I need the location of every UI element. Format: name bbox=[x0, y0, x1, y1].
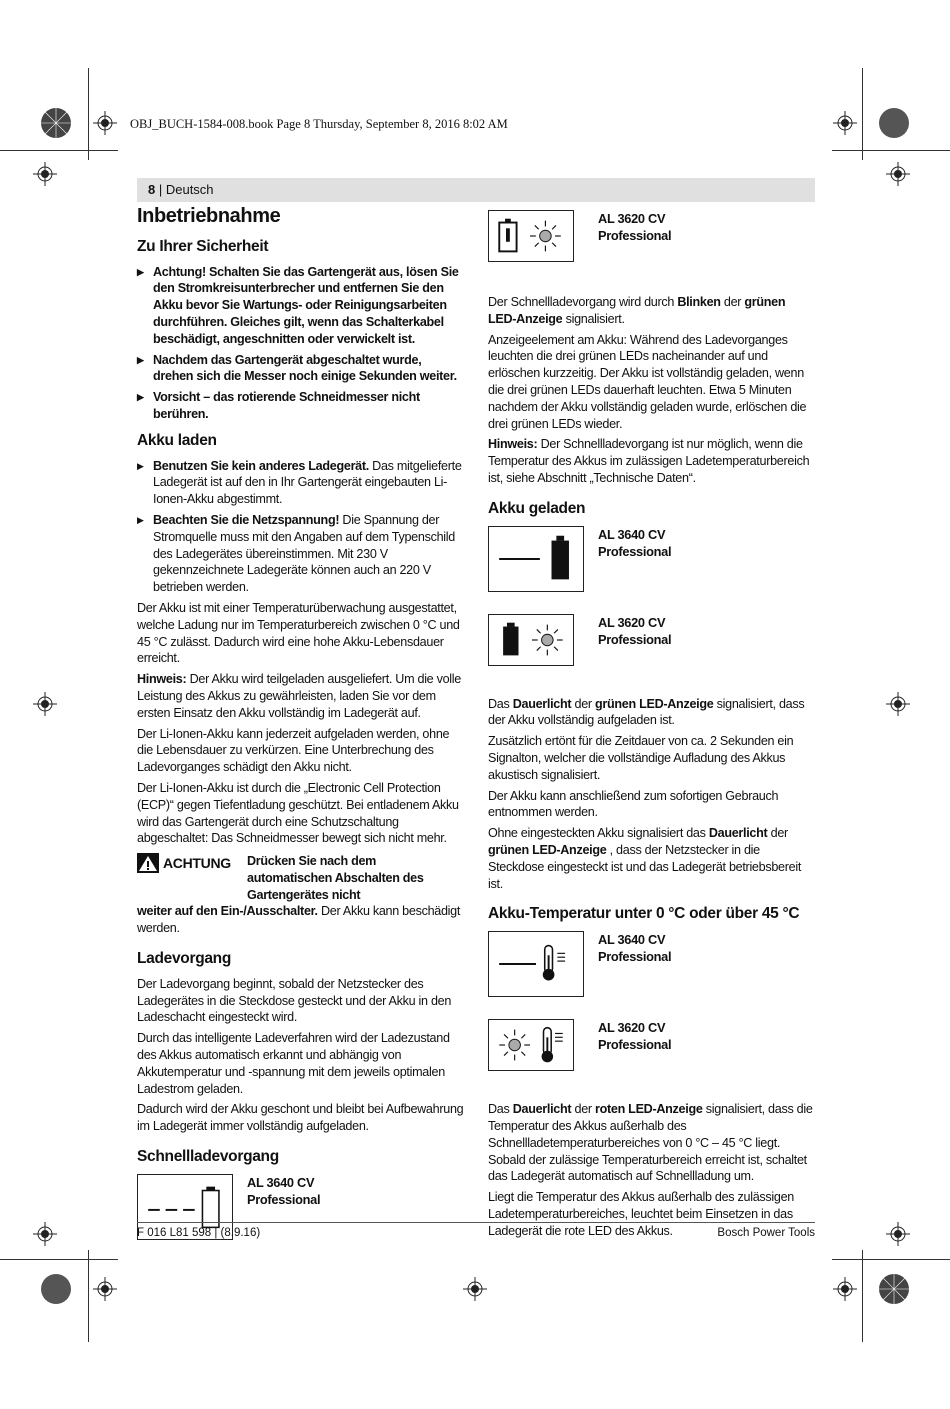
paragraph: Das Dauerlicht der grünen LED-Anzeige signalisiert, dass der Akku vollständig aufgeladen ist. bbox=[488, 696, 805, 728]
file-header: OBJ_BUCH-1584-008.book Page 8 Thursday, September 8, 2016 8:02 AM bbox=[130, 117, 508, 131]
paragraph: Der Akku kann anschließend zum sofortigen Gebrauch entnommen werden. bbox=[488, 788, 779, 820]
paragraph: Anzeigeelement am Akku: Während des Ladevorganges leuchten die drei grünen LEDs nacheinander auf und erlöschen kurzzeitig. Der Akku ist vollständig geladen, wenn die drei grünen LEDs dauerhaft leuchten. Etwa 5 Minuten nachdem der Akku vollständig geladen wurde, erlöschen die drei grünen LEDs wieder. bbox=[488, 332, 807, 431]
temp-heading: Akku-Temperatur unter 0 °C oder über 45 °C bbox=[488, 905, 800, 923]
warning-text-cont: weiter auf den Ein-/Ausschalter. Der Akku kann beschädigt werden. bbox=[137, 904, 461, 936]
paragraph: Der Li-Ionen-Akku ist durch die „Electronic Cell Protection (ECP)“ gegen Tiefentladung geschützt. Bei entladenem Akku wird das Gartengerät durch eine Schutzschaltung abgeschaltet: Das Schneidmesser bewegt sich nicht mehr. bbox=[137, 780, 459, 846]
charger-temperature-icon bbox=[488, 931, 584, 997]
crosshair-mark-icon bbox=[33, 1222, 57, 1246]
crosshair-mark-icon bbox=[833, 1277, 857, 1301]
page-header: 8 | Deutsch bbox=[137, 178, 815, 202]
paragraph: Zusätzlich ertönt für die Zeitdauer von ca. 2 Sekunden ein Signalton, welcher die vollständige Aufladung des Akkus akustisch signalisiert. bbox=[488, 734, 794, 782]
page-language: Deutsch bbox=[165, 182, 214, 197]
figure-label: AL 3640 CV Professional bbox=[598, 526, 672, 559]
charge-bullet: ▶ Benutzen Sie kein anderes Ladegerät. Das mitgelieferte Ladegerät ist auf den in Ihr Gartengerät eingebauten Li-Ionen-Akku abgestimmt. bbox=[137, 458, 464, 508]
crop-mark bbox=[832, 1259, 950, 1260]
left-column bbox=[137, 205, 464, 1258]
section-title: Inbetriebnahme bbox=[137, 205, 281, 227]
crop-mark bbox=[832, 150, 950, 151]
crop-mark bbox=[88, 1250, 89, 1342]
safety-bullet: ▶ Achtung! Schalten Sie das Gartengerät aus, lösen Sie den Stromkreisunterbrecher und entfernen Sie den Akku bevor Sie Wartungs- oder Reinigungsarbeiten durchführen. Gleiches gilt, wenn das Schalterkabel beschädigt, angeschnitten oder verwickelt ist. bbox=[137, 264, 464, 348]
crosshair-mark-icon bbox=[886, 1222, 910, 1246]
crosshair-mark-icon bbox=[93, 111, 117, 135]
figure-label: AL 3620 CV Professional bbox=[598, 211, 672, 243]
figure-temp-3640 bbox=[488, 931, 815, 1001]
crosshair-mark-icon bbox=[33, 162, 57, 186]
warning-badge bbox=[137, 853, 231, 873]
crosshair-mark-icon bbox=[833, 111, 857, 135]
charge-heading: Akku laden bbox=[137, 431, 217, 449]
safety-bullet: ▶ Vorsicht – das rotierende Schneidmesser nicht berühren. bbox=[137, 389, 464, 423]
warning-block bbox=[137, 853, 464, 937]
right-column bbox=[488, 210, 815, 1244]
crosshair-mark-icon bbox=[93, 1277, 117, 1301]
registration-mark-icon bbox=[40, 1273, 72, 1305]
page-number: 8 bbox=[148, 182, 156, 197]
crop-mark bbox=[862, 1250, 863, 1342]
charge-bullet: ▶ Beachten Sie die Netzspannung! Die Spannung der Stromquelle muss mit den Angaben auf dem Typenschild des Ladegerätes übereinstimmen. Mit 230 V gekennzeichnete Ladegeräte können auch an 220 V betrieben werden. bbox=[137, 512, 464, 596]
figure-label: AL 3620 CV Professional bbox=[598, 614, 672, 647]
safety-bullet: ▶ Nachdem das Gartengerät abgeschaltet wurde, drehen sich die Messer noch einige Sekunden weiter. bbox=[137, 352, 464, 386]
charger-blink-icon bbox=[488, 210, 574, 262]
paragraph: Durch das intelligente Ladeverfahren wird der Ladezustand des Akkus automatisch erkannt und abhängig von Akkutemperatur und -spannung mit dem jeweils optimalen Ladestrom geladen. bbox=[137, 1031, 450, 1096]
registration-mark-icon bbox=[40, 107, 72, 139]
footer-left: F 016 L81 598 | (8.9.16) bbox=[137, 1227, 261, 1239]
paragraph: Der Ladevorgang beginnt, sobald der Netzstecker des Ladegerätes in die Steckdose gesteckt und der Akku in den Ladeschacht eingesteckt wird. bbox=[137, 976, 452, 1025]
figure-charged-3640 bbox=[488, 526, 815, 596]
charger-led-on-icon bbox=[488, 614, 574, 666]
warning-text: Drücken Sie nach dem automatischen Abschalten des Gartengerätes nicht bbox=[247, 854, 424, 902]
footer-rule bbox=[137, 1222, 815, 1223]
charged-heading: Akku geladen bbox=[488, 499, 586, 517]
paragraph: Das Dauerlicht der roten LED-Anzeige signalisiert, dass die Temperatur des Akkus außerhalb des Schnellladetemperaturbereiches von 0 °C – 45 °C liegt. Sobald der zulässige Temperaturbereich erreicht ist, schaltet das Ladegerät automatisch auf Schnellladung um. bbox=[488, 1102, 813, 1184]
safety-heading: Zu Ihrer Sicherheit bbox=[137, 237, 269, 255]
figure-temp-3620 bbox=[488, 1019, 815, 1089]
figure-label: AL 3640 CV Professional bbox=[247, 1174, 321, 1207]
crosshair-mark-icon bbox=[463, 1277, 487, 1301]
warning-icon bbox=[137, 853, 159, 873]
paragraph: Ohne eingesteckten Akku signalisiert das Dauerlicht der grünen LED-Anzeige , dass der Netzstecker in die Steckdose eingesteckt ist und das Ladegerät betriebsbereit ist. bbox=[488, 826, 802, 891]
footer-right: Bosch Power Tools bbox=[717, 1227, 815, 1239]
charger-full-icon bbox=[488, 526, 584, 592]
crop-mark bbox=[0, 1259, 118, 1260]
paragraph: Dadurch wird der Akku geschont und bleibt bei Aufbewahrung im Ladegerät immer vollständig aufgeladen. bbox=[137, 1102, 464, 1134]
charger-temperature-led-icon bbox=[488, 1019, 574, 1071]
fast-heading: Schnellladevorgang bbox=[137, 1148, 279, 1166]
paragraph: Der Schnellladevorgang wird durch Blinken der grünen LED-Anzeige signalisiert. bbox=[488, 295, 786, 326]
registration-mark-icon bbox=[878, 107, 910, 139]
paragraph: Hinweis: Der Akku wird teilgeladen ausgeliefert. Um die volle Leistung des Akkus zu gewährleisten, laden Sie vor dem ersten Einsatz den Akku vollständig im Ladegerät auf. bbox=[137, 672, 461, 720]
figure-charged-3620 bbox=[488, 614, 815, 684]
figure-label: AL 3620 CV Professional bbox=[598, 1020, 672, 1053]
crop-mark bbox=[0, 150, 118, 151]
crosshair-mark-icon bbox=[886, 162, 910, 186]
warning-label: ACHTUNG bbox=[163, 854, 231, 871]
crop-mark bbox=[88, 68, 89, 160]
paragraph: Liegt die Temperatur des Akkus außerhalb des zulässigen Ladetemperaturbereiches, leuchtet beim Einsetzen in das Ladegerät die rote LED des Akkus. bbox=[488, 1190, 794, 1238]
registration-mark-icon bbox=[878, 1273, 910, 1305]
paragraph: Der Akku ist mit einer Temperaturüberwachung ausgestattet, welche Ladung nur im Temperaturbereich zwischen 0 °C und 45 °C zulässt. Dadurch wird eine hohe Akku-Lebensdauer erreicht. bbox=[137, 600, 460, 666]
paragraph: Der Li-Ionen-Akku kann jederzeit aufgeladen werden, ohne die Lebensdauer zu verkürzen. Eine Unterbrechung des Ladevorganges schädigt den Akku nicht. bbox=[137, 726, 450, 775]
crosshair-mark-icon bbox=[33, 692, 57, 716]
process-heading: Ladevorgang bbox=[137, 950, 232, 968]
crop-mark bbox=[862, 68, 863, 160]
paragraph: Hinweis: Der Schnellladevorgang ist nur möglich, wenn die Temperatur des Akkus im zulässigen Ladetemperaturbereich ist, siehe Abschnitt „Technische Daten“. bbox=[488, 437, 810, 485]
figure-fast-3620 bbox=[488, 210, 815, 280]
crosshair-mark-icon bbox=[886, 692, 910, 716]
figure-label: AL 3640 CV Professional bbox=[598, 932, 672, 965]
